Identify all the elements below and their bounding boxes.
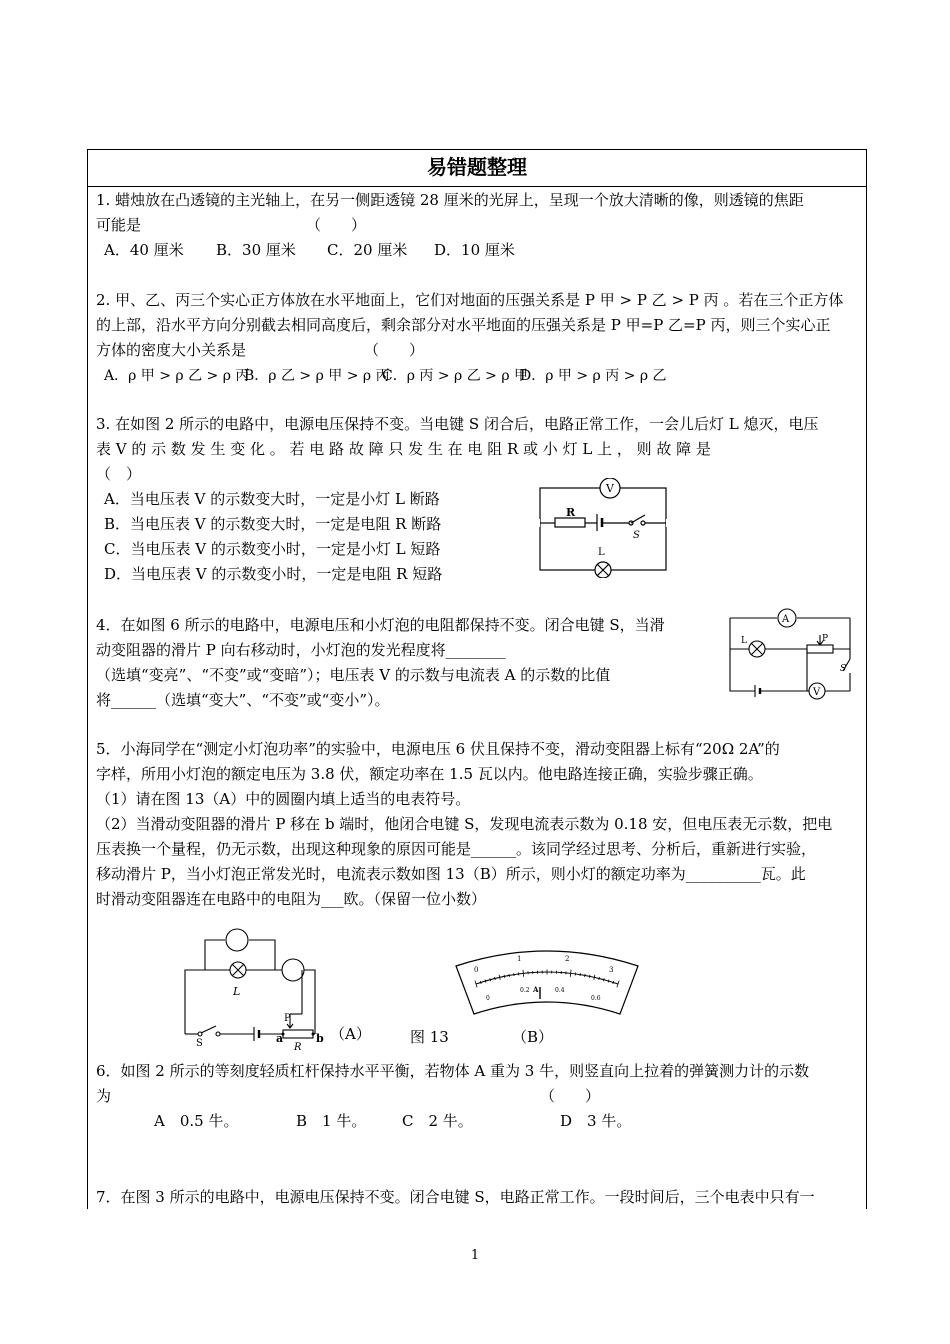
page-title: 易错题整理 xyxy=(88,150,866,187)
q5-end-a-label: a xyxy=(276,1032,284,1045)
q5-line3: （1）请在图 13（A）中的圆圈内填上适当的电表符号。 xyxy=(96,790,471,808)
meter-bottom-3: 0.6 xyxy=(591,995,601,1002)
q3-switch-label: S xyxy=(633,530,640,541)
q3-option-c: C．当电压表 V 的示数变小时，一定是小灯 L 短路 xyxy=(104,540,441,558)
meter-tick xyxy=(509,974,510,977)
q2-option-b: B．ρ 乙 > ρ 甲 > ρ 丙 xyxy=(244,368,390,384)
q5-fig-label-b: （B） xyxy=(512,1028,554,1046)
q1-answer-blank: （ ） xyxy=(306,216,367,234)
q5-lamp-label: L xyxy=(233,985,241,998)
meter-tick xyxy=(585,974,586,977)
q1-option-c: C．20 厘米 xyxy=(327,241,408,259)
q3-line2: 表 V 的 示 数 发 生 变 化 。 若 电 路 故 障 只 发 生 在 电 阻 R 或 小 灯 L 上 ， 则 故 障 是 xyxy=(96,440,711,458)
q4-circuit-diagram xyxy=(725,603,855,703)
q3-option-a: A．当电压表 V 的示数变大时，一定是小灯 L 断路 xyxy=(104,490,440,508)
q1-option-d: D．10 厘米 xyxy=(434,241,515,259)
q6-option-c: C 2 牛。 xyxy=(402,1112,473,1130)
q4-slider-label: P xyxy=(822,634,829,644)
q2-line2: 的上部，沿水平方向分别截去相同高度后，剩余部分对水平地面的压强关系是 P 甲=P 乙=P 丙，则三个实心正 xyxy=(96,316,831,334)
q6-answer-blank: （ ） xyxy=(540,1087,601,1105)
q3-line1: 3. 在如图 2 所示的电路中，电源电压保持不变。当电键 S 闭合后，电路正常工作，一会儿后灯 L 熄灭，电压 xyxy=(96,415,819,433)
q2-option-c: C．ρ 丙 > ρ 乙 > ρ 甲 xyxy=(382,368,529,384)
q1-option-a: A．40 厘米 xyxy=(104,241,184,259)
q4-lamp-label: L xyxy=(741,636,747,646)
meter-top-3: 3 xyxy=(609,966,614,974)
q5-slider-label: P xyxy=(284,1013,291,1024)
meter-top-2: 2 xyxy=(565,955,570,963)
q2-option-a: A．ρ 甲 > ρ 乙 > ρ 丙 xyxy=(104,368,250,384)
q6-option-a: A 0.5 牛。 xyxy=(154,1112,239,1130)
q5-line7: 时滑动变阻器连在电路中的电阻为___欧。（保留一位小数） xyxy=(96,890,487,908)
q1-line2: 可能是 xyxy=(96,216,142,234)
q4-switch-label: S xyxy=(840,664,847,674)
q5-rheostat-label: R xyxy=(294,1042,302,1052)
q2-option-d: D．ρ 甲 > ρ 丙 > ρ 乙 xyxy=(520,368,667,384)
q6-option-b: B 1 牛。 xyxy=(296,1112,367,1130)
q4-ammeter-label: A xyxy=(782,614,790,625)
q6-option-d: D 3 牛。 xyxy=(560,1112,632,1130)
meter-top-0: 0 xyxy=(474,966,479,974)
q6-line2: 为 xyxy=(96,1087,112,1105)
q5-line4: （2）当滑动变阻器的滑片 P 移在 b 端时，他闭合电键 S，发现电流表示数为 0.18 安，但电压表无示数，把电 xyxy=(96,815,833,833)
q2-answer-blank: （ ） xyxy=(364,341,425,359)
q4-line1: 4．在如图 6 所示的电路中，电源电压和小灯泡的电阻都保持不变。闭合电键 S，当滑 xyxy=(96,616,665,634)
page-number: 1 xyxy=(470,1248,480,1263)
q3-line3: （ ） xyxy=(96,465,142,483)
q2-line1: 2. 甲、乙、丙三个实心正方体放在水平地面上，它们对地面的压强关系是 P 甲 > P 乙 > P 丙 。若在三个正方体 xyxy=(96,291,844,309)
q4-voltmeter-label: V xyxy=(813,687,821,698)
q3-resistor-label: R xyxy=(566,506,576,519)
q3-voltmeter-label: V xyxy=(606,482,614,495)
q6-line1: 6．如图 2 所示的等刻度轻质杠杆保持水平平衡，若物体 A 重为 3 牛，则竖直向上拉着的弹簧测力计的示数 xyxy=(96,1062,810,1080)
q5-end-b-label: b xyxy=(316,1032,324,1045)
q4-line2: 动变阻器的滑片 P 向右移动时，小灯泡的发光程度将________ xyxy=(96,641,506,659)
q4-line4: 将______（选填“变大”、“不变”或“变小”）。 xyxy=(96,691,390,709)
q3-option-b: B．当电压表 V 的示数变大时，一定是电阻 R 断路 xyxy=(104,515,442,533)
q5-line2: 字样，所用小灯泡的额定电压为 3.8 伏，额定功率在 1.5 瓦以内。他电路连接正确，实验步骤正确。 xyxy=(96,765,763,783)
q1-line1: 1. 蜡烛放在凸透镜的主光轴上，在另一侧距透镜 28 厘米的光屏上，呈现一个放大清晰的像，则透镜的焦距 xyxy=(96,191,804,209)
q1-option-b: B．30 厘米 xyxy=(216,241,296,259)
q3-circuit-diagram xyxy=(535,478,670,578)
meter-top-1: 1 xyxy=(517,955,522,963)
q5-line5: 压表换一个量程，仍无示数，出现这种现象的原因可能是______。该同学经过思考、分析后，重新进行实验， xyxy=(96,840,817,858)
meter-bottom-2: 0.4 xyxy=(555,987,565,994)
q5-fig-caption: 图 13 xyxy=(410,1028,449,1046)
meter-bottom-0: 0 xyxy=(486,995,490,1002)
q7-line1: 7．在图 3 所示的电路中，电源电压保持不变。闭合电键 S，电路正常工作。一段时间后，三个电表中只有一 xyxy=(96,1188,815,1206)
q5-circuit-diagram-a xyxy=(180,922,330,1052)
meter-bottom-1: 0.2 xyxy=(520,987,530,994)
q3-lamp-label: L xyxy=(598,547,605,558)
q3-option-d: D．当电压表 V 的示数变小时，一定是电阻 R 短路 xyxy=(104,565,443,583)
q5-line6: 移动滑片 P，当小灯泡正常发光时，电流表示数如图 13（B）所示，则小灯的额定功率为__________瓦。此 xyxy=(96,865,806,883)
q5-line1: 5．小海同学在“测定小灯泡功率”的实验中，电源电压 6 伏且保持不变，滑动变阻器上标有“20Ω 2A”的 xyxy=(96,740,780,758)
q4-line3: （选填“变亮”、“不变”或“变暗”）；电压表 V 的示数与电流表 A 的示数的比值 xyxy=(96,666,611,684)
q2-line3: 方体的密度大小关系是 xyxy=(96,341,247,359)
q5-fig-label-a: （A） xyxy=(330,1025,371,1043)
q5-ammeter-dial xyxy=(452,942,642,1018)
meter-unit-label: A xyxy=(533,985,539,994)
q5-switch-label: S xyxy=(196,1038,203,1049)
